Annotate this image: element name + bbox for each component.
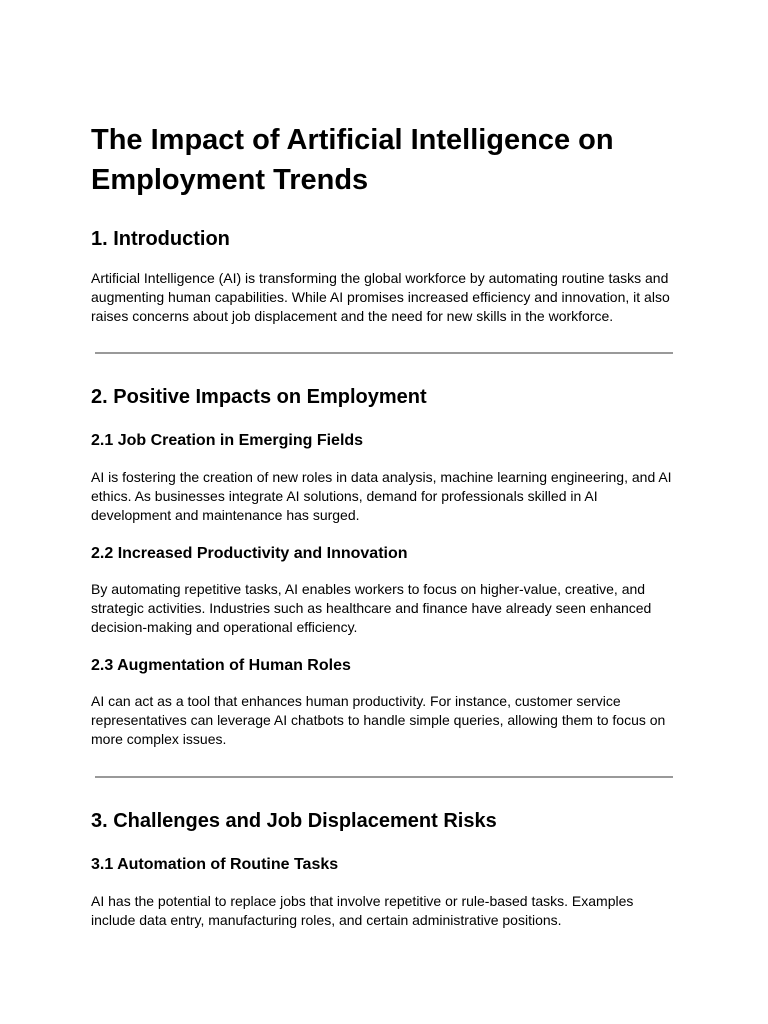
subsection-paragraph-augmentation: AI can act as a tool that enhances human productivity. For instance, customer service representatives can leverage AI chatbots to handle simple queries, allowing them to focus on more complex issues. — [91, 693, 666, 747]
section-heading-positive-impacts: 2. Positive Impacts on Employment — [91, 386, 427, 408]
subsection-paragraph-job-creation: AI is fostering the creation of new roles in data analysis, machine learning engineering, and AI ethics. As businesses integrate AI solutions, demand for professionals skilled in AI development and maintenance has surged. — [91, 469, 672, 523]
subsection-heading-automation: 3.1 Automation of Routine Tasks — [91, 856, 339, 873]
section-paragraph-introduction: Artificial Intelligence (AI) is transforming the global workforce by automating routine tasks and augmenting human capabilities. While AI promises increased efficiency and innovation, it also raises concerns about job displacement and the need for new skills in the workforce. — [91, 270, 670, 324]
section-divider — [95, 352, 673, 354]
subsection-paragraph-productivity: By automating repetitive tasks, AI enables workers to focus on higher-value, creative, and strategic activities. Industries such as healthcare and finance have already seen enhanced decision-making and operational efficiency. — [91, 581, 652, 635]
subsection-heading-job-creation: 2.1 Job Creation in Emerging Fields — [91, 432, 364, 449]
subsection-heading-augmentation: 2.3 Augmentation of Human Roles — [91, 657, 351, 674]
subsection-heading-productivity: 2.2 Increased Productivity and Innovation — [91, 545, 408, 562]
section-heading-introduction: 1. Introduction — [91, 228, 230, 250]
document-title: The Impact of Artificial Intelligence on Employment Trends — [91, 124, 614, 196]
section-divider — [95, 776, 673, 778]
subsection-paragraph-automation: AI has the potential to replace jobs that involve repetitive or rule-based tasks. Examples include data entry, manufacturing roles, and certain administrative positions. — [91, 893, 634, 928]
section-heading-challenges: 3. Challenges and Job Displacement Risks — [91, 810, 497, 832]
